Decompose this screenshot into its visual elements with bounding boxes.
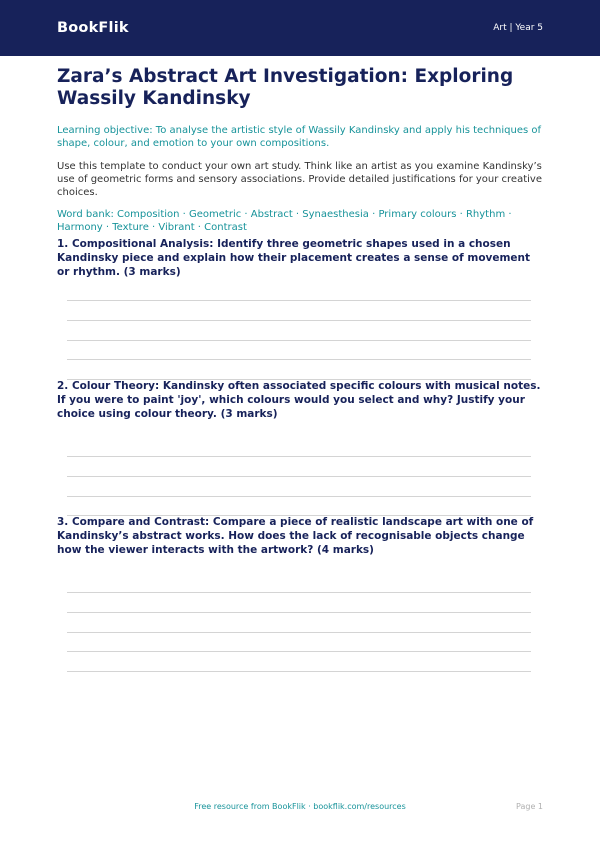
question-3: 3. Compare and Contrast: Compare a piece of realistic landscape art with one of Kandinsky’s abstract works. How does the lack of recognisable objects change how the viewer interacts with the artwork? (4 marks) (57, 516, 534, 556)
brand-logo: BookFlik (57, 20, 129, 36)
subject-year-label: Art | Year 5 (493, 23, 543, 33)
worksheet-intro (57, 66, 543, 234)
answer-line[interactable] (67, 651, 531, 652)
question-1: 1. Compositional Analysis: Identify three geometric shapes used in a chosen Kandinsky piece and explain how their placement creates a sense of movement or rhythm. (3 marks) (57, 238, 531, 278)
answer-line[interactable] (67, 671, 531, 672)
question-2: 2. Colour Theory: Kandinsky often associated specific colours with musical notes. If you were to paint 'joy', which colours would you select and why? Justify your choice using colour theory. (3 marks) (57, 380, 541, 420)
answer-line[interactable] (67, 476, 531, 477)
word-bank: Word bank: Composition · Geometric · Abstract · Synaesthesia · Primary colours · Rhythm · Harmony · Texture · Vibrant · Contrast (57, 209, 512, 233)
footer-credit: Free resource from BookFlik · bookflik.com/resources (194, 802, 406, 811)
learning-objective: Learning objective: To analyse the artistic style of Wassily Kandinsky and apply his techniques of shape, colour, and emotion to your own compositions. (57, 125, 542, 149)
answer-line[interactable] (67, 300, 531, 301)
answer-line[interactable] (67, 632, 531, 633)
answer-line[interactable] (67, 592, 531, 593)
page-header (0, 0, 600, 56)
answer-line[interactable] (67, 496, 531, 497)
page-title: Zara’s Abstract Art Investigation: Exploring Wassily Kandinsky (57, 66, 514, 109)
answer-line[interactable] (67, 340, 531, 341)
answer-line[interactable] (67, 456, 531, 457)
page-number: Page 1 (516, 802, 543, 811)
instructions: Use this template to conduct your own art study. Think like an artist as you examine Kandinsky’s use of geometric forms and sensory associations. Provide detailed justifications for your creative choices. (57, 161, 542, 198)
answer-line[interactable] (67, 612, 531, 613)
answer-line[interactable] (67, 320, 531, 321)
answer-line[interactable] (67, 359, 531, 360)
